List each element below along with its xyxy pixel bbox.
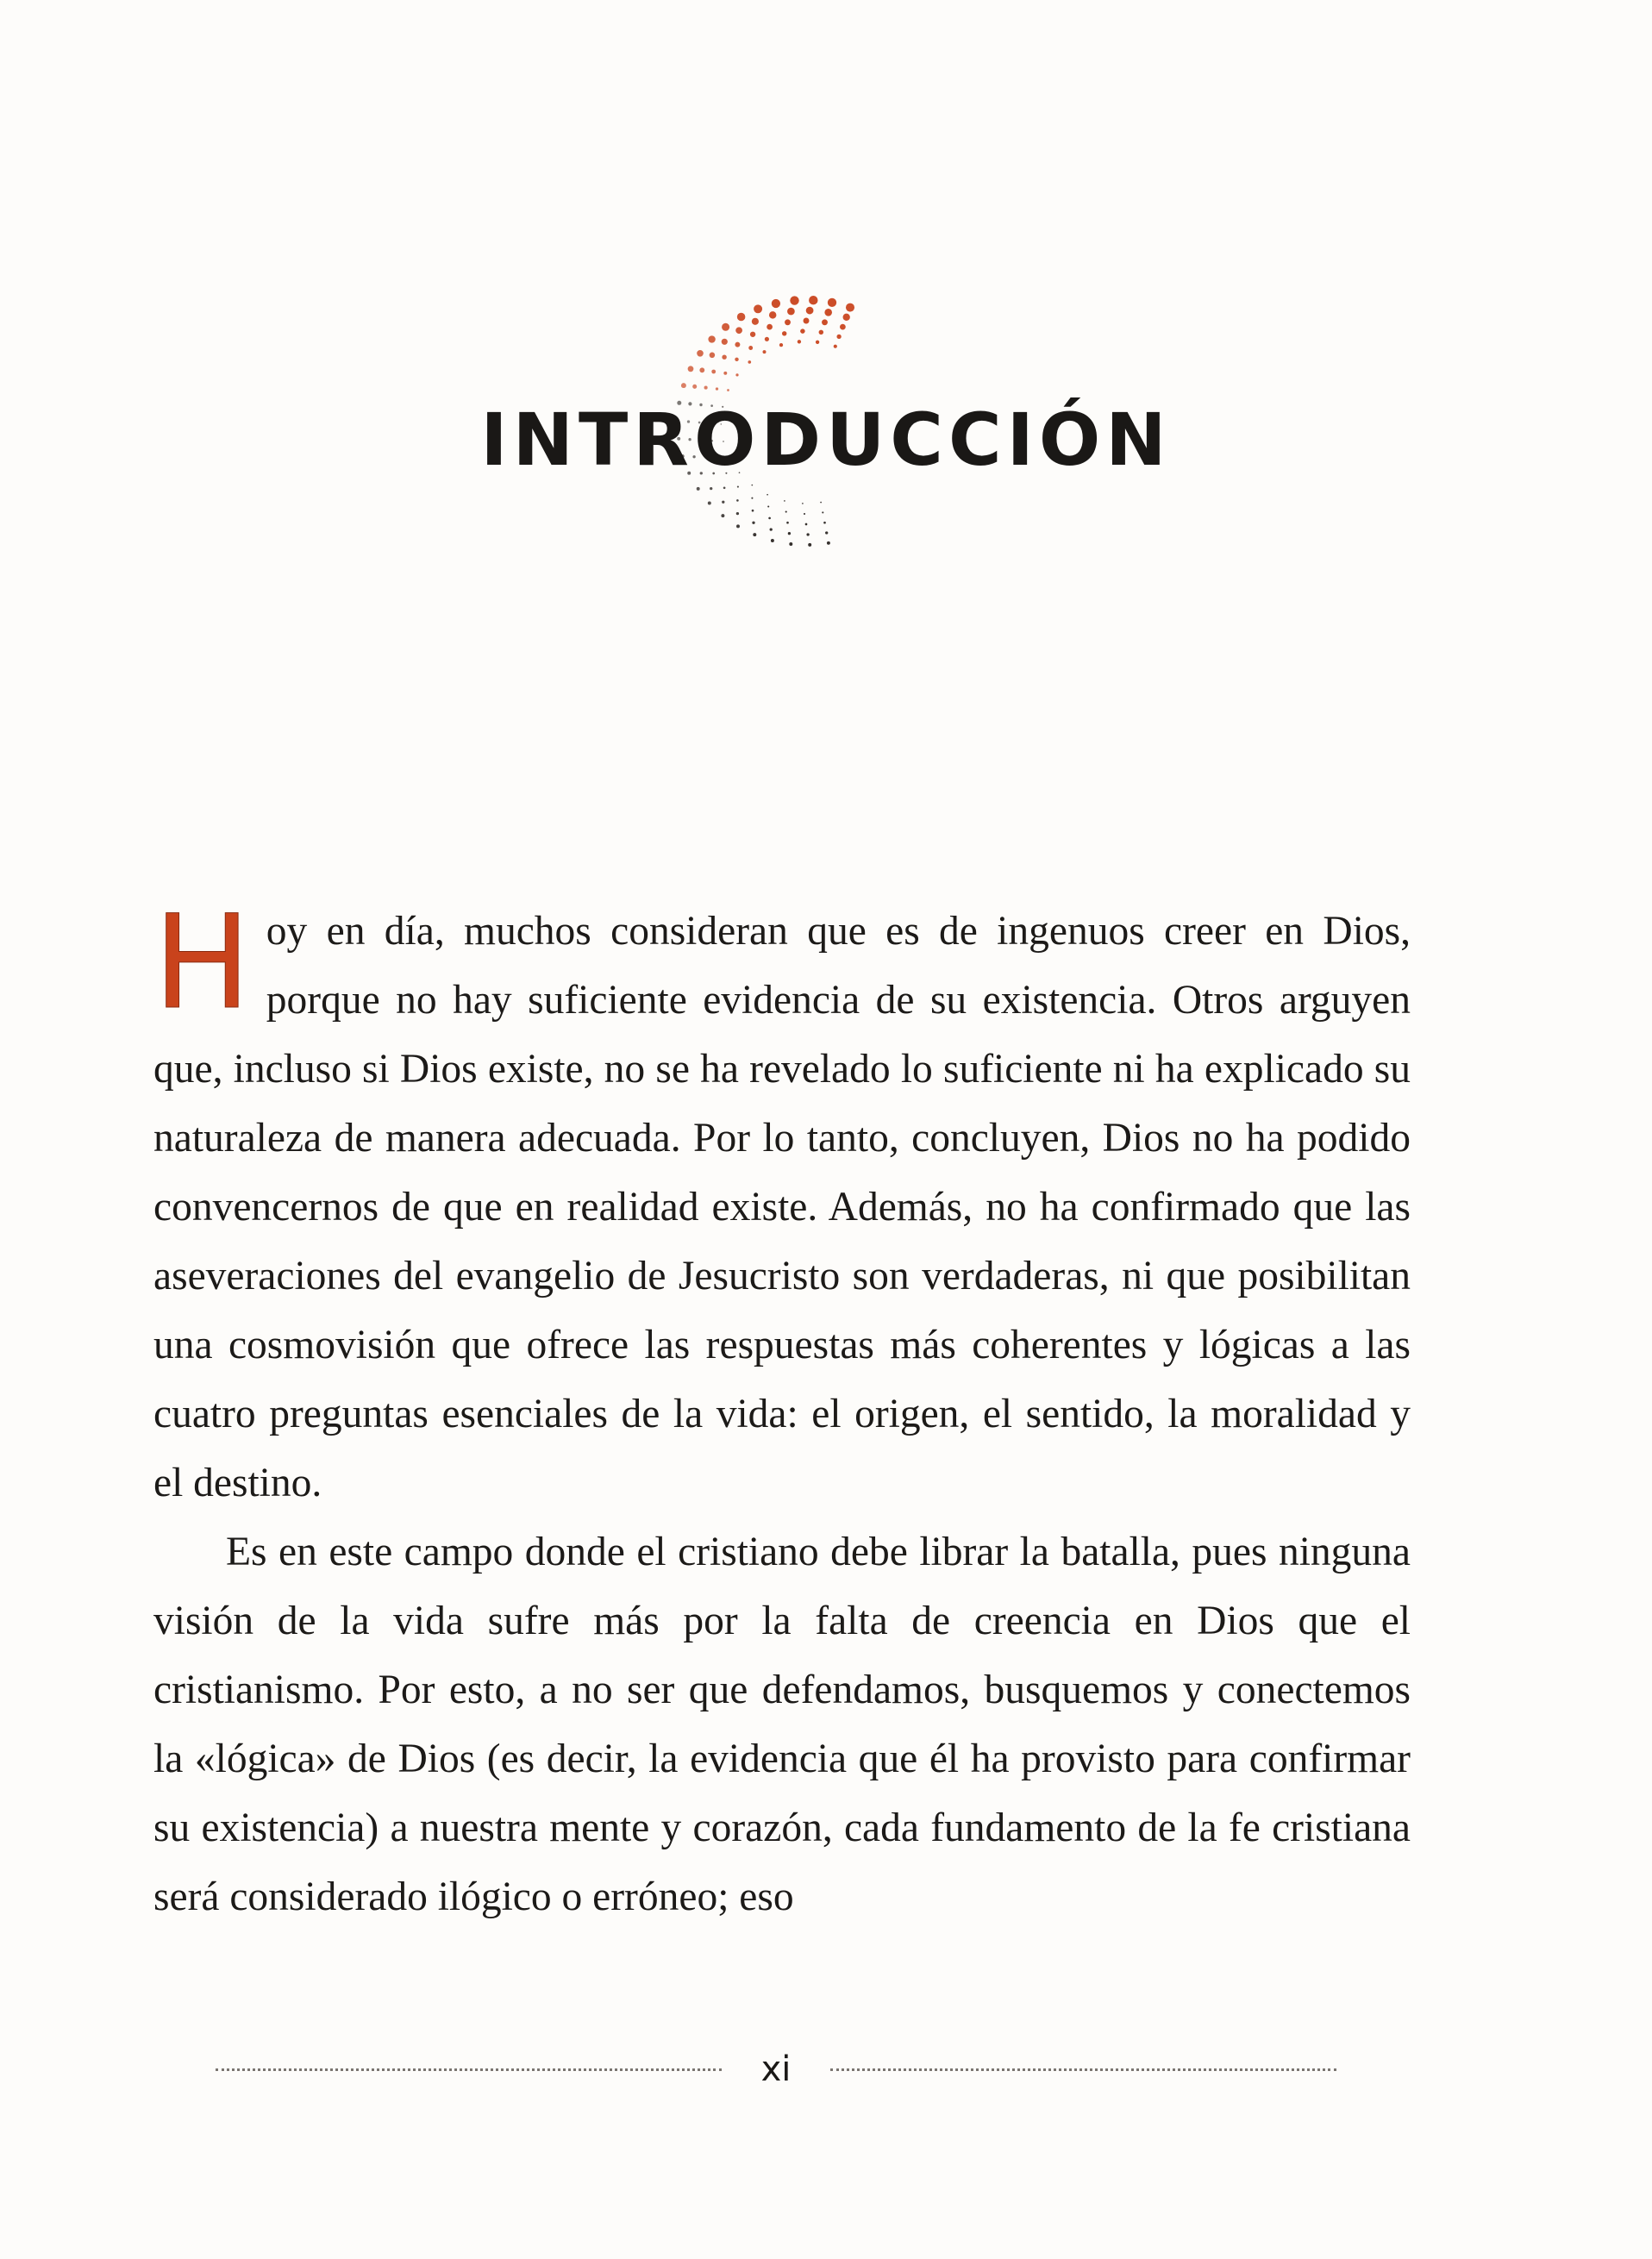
ornament-dot <box>771 539 774 542</box>
ornament-dot <box>834 345 837 348</box>
ornament-dot <box>802 503 804 504</box>
ornament-dot <box>772 299 780 308</box>
ornament-dot <box>825 531 828 534</box>
paragraph-1 <box>153 888 1411 1517</box>
ornament-dot <box>770 528 773 530</box>
paragraph-1-text: oy en día, muchos consideran que es de ingenuos creer en Dios, porque no hay suficiente evidencia de su existencia. Otros arguyen que, incluso si Dios existe, no se ha revelado lo suficiente ni ha explicado su naturaleza de manera adecuada. Por lo tanto, concluyen, Dios no ha podido convencernos de que en realidad existe. Además, no ha confirmado que las aseveraciones del evangelio de Jesucristo son verdaderas, ni que posibilitan una cosmovisión que ofrece las respuestas más coherentes y lógicas a las cuatro preguntas esenciales de la vida: el origen, el sentido, la moralidad y el destino. <box>153 909 1411 1505</box>
ornament-dot <box>737 313 746 322</box>
ornament-dot <box>710 353 716 359</box>
ornament-dot <box>753 533 756 536</box>
ornament-dot <box>782 331 786 335</box>
ornament-dot <box>769 311 776 318</box>
ornament-dot <box>846 303 854 312</box>
ornament-dot <box>784 500 785 502</box>
ornament-dot <box>790 296 798 304</box>
ornament-dot <box>708 335 715 342</box>
ornament-dot <box>708 502 711 505</box>
page-number: xi <box>760 2049 792 2089</box>
ornament-dot <box>787 308 795 316</box>
ornament-dot <box>798 340 801 343</box>
footer-dotted-rule-right <box>830 2068 1336 2071</box>
ornament-dot <box>722 501 724 504</box>
ornament-dot <box>809 296 817 304</box>
ornament-dot <box>711 370 716 374</box>
ornament-dot <box>804 318 810 324</box>
ornament-dot <box>786 522 789 524</box>
ornament-dot <box>736 524 740 528</box>
ornament-dot <box>822 319 828 325</box>
ornament-dot <box>722 354 726 359</box>
ornament-dot <box>735 358 738 361</box>
ornament-dot <box>750 332 755 337</box>
ornament-dot <box>688 366 694 372</box>
footer-dotted-rule-left <box>216 2068 722 2071</box>
ornament-dot <box>752 318 759 325</box>
ornament-dot <box>699 367 704 372</box>
ornament-dot <box>767 505 769 507</box>
ornament-dot <box>823 522 826 524</box>
ornament-dot <box>752 510 754 512</box>
ornament-dot <box>735 373 738 376</box>
ornament-dot <box>806 307 814 315</box>
ornament-dot <box>819 330 823 335</box>
ornament-dot <box>767 324 773 330</box>
ornament-dot <box>763 350 767 354</box>
ornament-dot <box>788 532 791 535</box>
ornament-dot <box>748 360 751 364</box>
ornament-dot <box>736 512 739 515</box>
ornament-dot <box>824 309 832 316</box>
ornament-dot <box>836 335 841 339</box>
ornament-dot <box>804 513 805 515</box>
ornament-dot <box>785 319 791 325</box>
ornament-dot <box>748 346 753 350</box>
ornament-dot <box>722 339 728 345</box>
ornament-dot <box>808 543 811 547</box>
ornament-dot <box>822 511 823 513</box>
ornament-dot <box>805 523 808 526</box>
ornament-dot <box>828 298 836 307</box>
chapter-title: INTRODUCCIÓN <box>480 397 1172 482</box>
ornament-dot <box>840 324 846 330</box>
ornament-dot <box>785 511 787 513</box>
ornament-dot <box>754 304 762 313</box>
page-footer <box>216 2043 1336 2095</box>
ornament-dot <box>723 372 727 375</box>
paragraph-2: Es en este campo donde el cristiano debe librar la batalla, pues ninguna visión de la vida sufre más por la falta de creencia en Dios que el cristianismo. Por esto, a no ser que defendamos, busquemos y conectemos la «lógica» de Dios (es decir, la evidencia que él ha provisto para confirmar su existencia) a nuestra mente y corazón, cada fundamento de la fe cristiana será considerado ilógico o erróneo; eso <box>153 1530 1411 1919</box>
ornament-dot <box>752 522 754 524</box>
ornament-dot <box>800 329 805 334</box>
ornament-dot <box>843 314 850 321</box>
ornament-dot <box>768 517 771 520</box>
drop-cap: H <box>153 888 251 1038</box>
ornament-dot <box>789 542 792 546</box>
ornament-dot <box>722 323 729 331</box>
ornament-dot <box>806 533 809 535</box>
ornament-dot <box>779 343 783 347</box>
ornament-dot <box>820 502 822 504</box>
ornament-dot <box>735 327 742 334</box>
body-text <box>153 888 1411 1931</box>
ornament-dot <box>816 341 819 344</box>
ornament-dot <box>827 541 830 545</box>
ornament-dot <box>697 350 704 357</box>
ornament-dot <box>765 337 769 341</box>
ornament-dot <box>721 514 724 517</box>
ornament-dot <box>735 342 740 347</box>
